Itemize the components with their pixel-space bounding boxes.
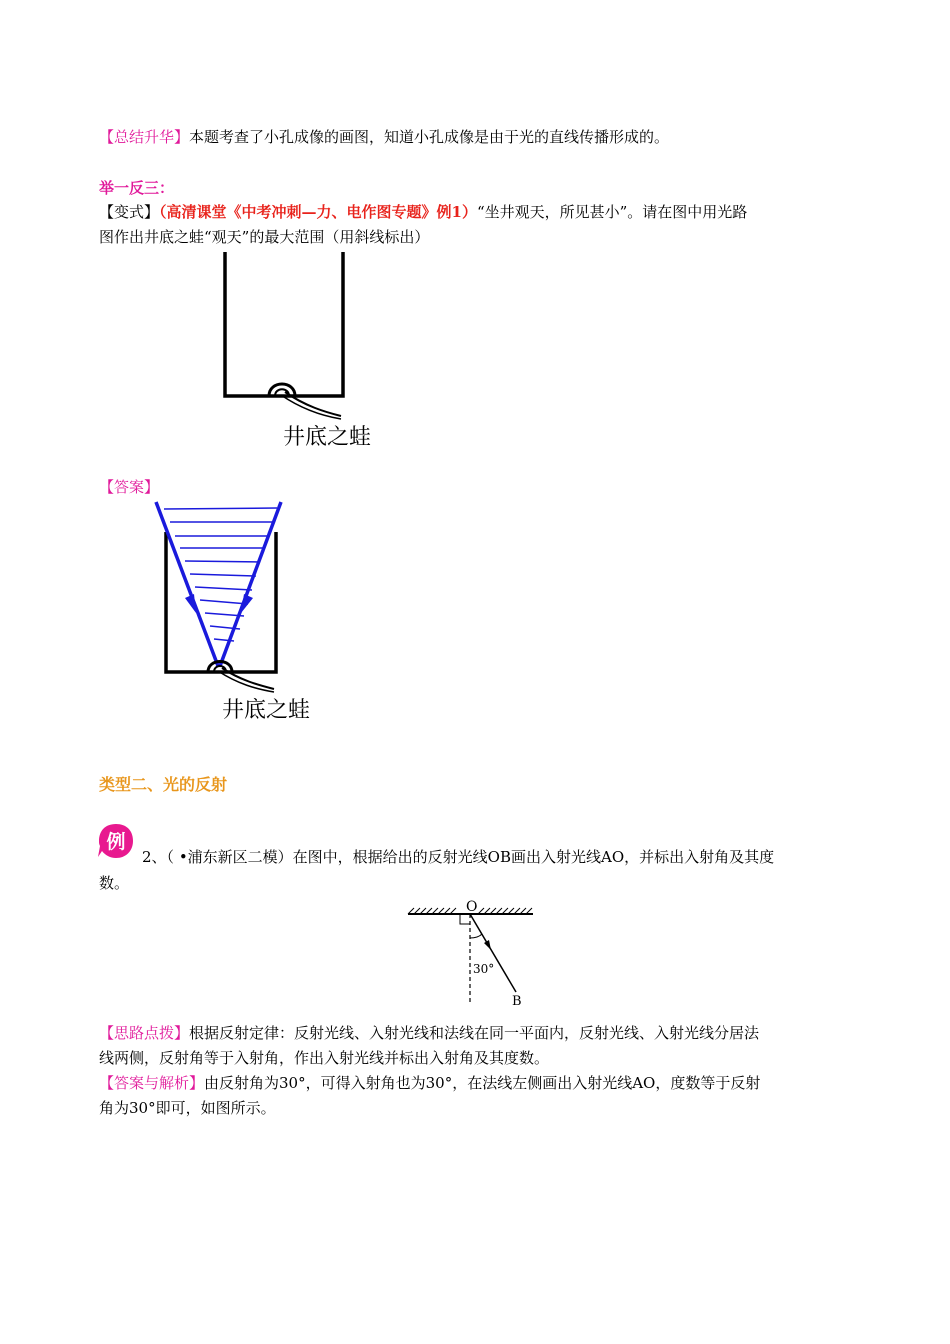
label-o: O: [466, 899, 478, 915]
hatch-lines: [164, 508, 277, 641]
summary-tag: 【总结升华】: [99, 128, 190, 146]
frog-icon: [269, 384, 341, 419]
variant-text-line1: “坐井观天，所见甚小”。请在图中用光路: [476, 203, 748, 221]
example2-line1: [142, 846, 774, 868]
left-ray-arrow-icon: [185, 594, 196, 613]
well-outline: [225, 252, 343, 396]
well-caption: 井底之蛙: [283, 425, 372, 450]
summary-text: 本题考查了小孔成像的画图，知道小孔成像是由于光的直线传播形成的。: [189, 128, 670, 146]
hint-tag: 【思路点拨】: [99, 1024, 190, 1042]
solution-text-line2: 角为30°即可，如图所示。: [99, 1099, 276, 1117]
variant-text-line2: 图作出井底之蛙“观天”的最大范围（用斜线标出）: [99, 228, 430, 246]
reflected-ray-arrow-icon: [484, 940, 491, 950]
example-badge-text: 例: [106, 831, 126, 853]
example2-text-line2: 数。: [99, 874, 130, 892]
solution-text-line1: 由反射角为30°，可得入射角也为30°，在法线左侧画出入射光线AO，度数等于反射: [204, 1074, 761, 1092]
example2-number: 2、: [142, 848, 167, 866]
summary-paragraph: [99, 126, 669, 148]
answer-tag: 【答案】: [99, 478, 160, 496]
variant-source: （高清课堂《中考冲刺—力、电作图专题》例1）: [159, 203, 477, 221]
example2-text-line1: 在图中，根据给出的反射光线OB画出入射光线AO，并标出入射角及其度: [292, 848, 775, 866]
right-ray: [220, 502, 281, 666]
label-b: B: [512, 994, 522, 1009]
answer-frog-icon: [208, 662, 274, 693]
answer-figure: [150, 498, 350, 728]
well-figure: [215, 250, 405, 450]
reflection-figure: [400, 898, 540, 1012]
example-badge-icon: [97, 822, 135, 860]
example2-source: （ •浦东新区二模）: [166, 848, 293, 866]
variant-tag: 【变式】: [99, 203, 160, 221]
hint-line1: [99, 1022, 759, 1044]
right-angle-mark: [460, 914, 470, 924]
reflected-ray-ob: [470, 914, 516, 992]
angle-label: 30°: [473, 962, 495, 976]
section2-heading: 类型二、光的反射: [99, 775, 228, 794]
hint-text-line1: 根据反射定律：反射光线、入射光线和法线在同一平面内，反射光线、入射光线分居法: [189, 1024, 760, 1042]
variant-paragraph-line1: [99, 201, 747, 223]
solution-tag: 【答案与解析】: [99, 1074, 205, 1092]
extension-heading: 举一反三：: [99, 179, 175, 197]
angle-arc: [470, 934, 482, 938]
answer-caption: 井底之蛙: [222, 698, 311, 723]
hint-text-line2: 线两侧，反射角等于入射角，作出入射光线并标出入射角及其度数。: [99, 1049, 550, 1067]
solution-line1: [99, 1072, 760, 1094]
right-ray-arrow-icon: [241, 594, 253, 613]
